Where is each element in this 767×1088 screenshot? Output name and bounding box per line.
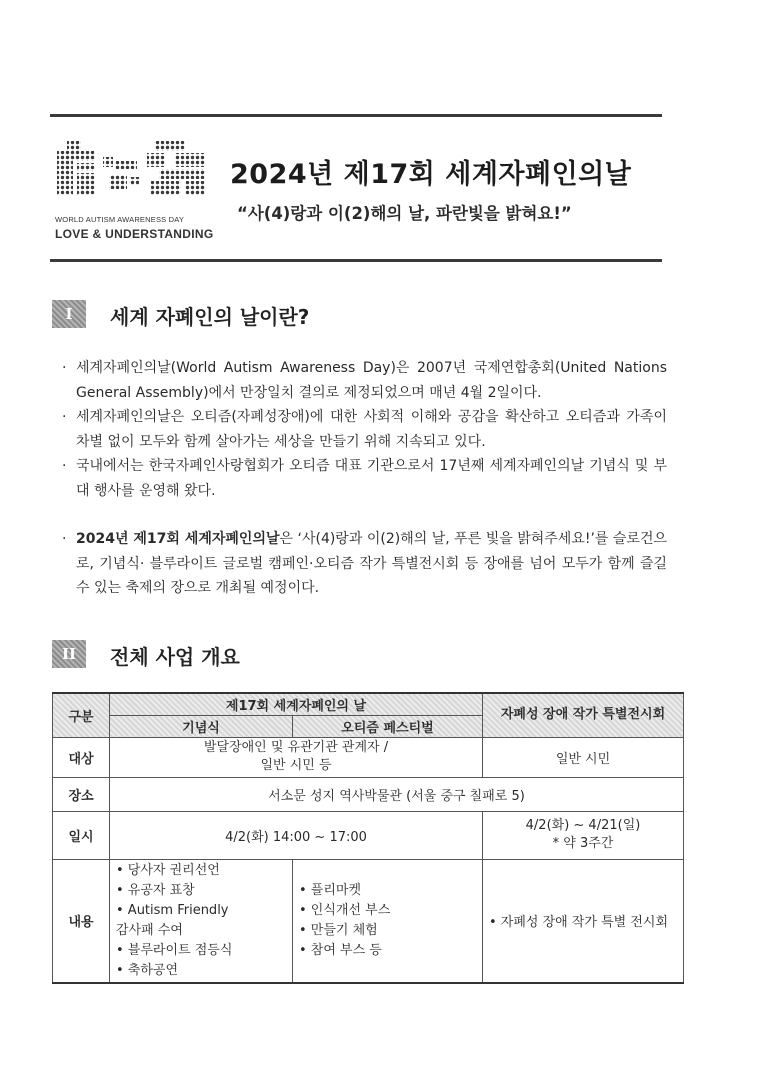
target-event: 발달장애인 및 유관기관 관계자 / 일반 시민 등	[110, 737, 483, 777]
festival-items-cell	[293, 859, 483, 983]
date-event: 4/2(화) 14:00 ~ 17:00	[110, 811, 483, 859]
logo-tagline-small: WORLD AUTISM AWARENESS DAY	[55, 215, 185, 224]
header-division: 구분	[53, 693, 110, 737]
list-item: • 블루라이트 점등식	[116, 942, 233, 958]
ceremony-items-cell	[110, 859, 293, 983]
list-item: • 축하공연	[116, 962, 179, 978]
dot-matrix-logo-icon	[55, 135, 215, 213]
exhibit-item: • 자폐성 장애 작가 특별 전시회	[483, 859, 684, 983]
logo-tagline-large: LOVE & UNDERSTANDING	[55, 227, 214, 241]
list-item: · 세계자폐인의날(World Autism Awareness Day)은 2007년 국제연합총회(United Nations General Assembly)에서 만장일치 결의로 제정되었으며 매년 4월 2일이다.	[62, 360, 667, 401]
row-label-target: 대상	[53, 737, 110, 777]
list-item: • 유공자 표창	[116, 882, 195, 898]
autism-day-logo	[55, 135, 215, 247]
table-row	[53, 859, 684, 983]
section-2-number: II	[52, 640, 86, 668]
list-item: • 플리마켓	[299, 882, 362, 898]
bottom-rule	[50, 259, 662, 262]
row-label-place: 장소	[53, 777, 110, 811]
list-item: • Autism Friendly	[116, 902, 229, 918]
section-1-body	[62, 356, 667, 601]
list-item: • 당사자 권리선언	[116, 862, 220, 878]
table-row	[53, 811, 684, 859]
row-label-content: 내용	[53, 859, 110, 983]
schedule-table	[52, 692, 684, 984]
date-exhibit-note: * 약 3주간	[552, 836, 614, 851]
highlight-rest: 은 ‘사(4)랑과 이(2)해의 날, 푸른 빛을 밝혀주세요!’를 슬로건으로, 기념식· 블루라이트 글로벌 캠페인·오티즘 작가 특별전시회 등 장애를 넘어 모두가 함께 즐길 수 있는 축제의 장으로 개최될 예정이다.	[76, 531, 667, 596]
place-value: 서소문 성지 역사박물관 (서울 중구 칠패로 5)	[110, 777, 684, 811]
list-item: · 국내에서는 한국자폐인사랑협회가 오티즘 대표 기관으로서 17년째 세계자폐인의날 기념식 및 부대 행사를 운영해 왔다.	[62, 458, 667, 499]
page-title: 2024년 제17회 세계자폐인의날	[230, 159, 632, 190]
list-item: • 만들기 체험	[299, 922, 378, 938]
highlight-paragraph: · 2024년 제17회 세계자폐인의날은 ‘사(4)랑과 이(2)해의 날, 푸른 빛을 밝혀주세요!’를 슬로건으로, 기념식· 블루라이트 글로벌 캠페인·오티즘 작가 특별전시회 등 장애를 넘어 모두가 함께 즐길 수 있는 축제의 장으로 개최될 예정이다.	[62, 531, 667, 596]
table-row	[53, 693, 684, 715]
highlight-bold: 2024년 제17회 세계자폐인의날	[76, 531, 280, 547]
row-label-date: 일시	[53, 811, 110, 859]
list-item: • 참여 부스 등	[299, 942, 382, 958]
header-exhibit: 자폐성 장애 작가 특별전시회	[483, 693, 684, 737]
date-exhibit: 4/2(화) ~ 4/21(일)	[525, 818, 641, 833]
list-item: 감사패 수여	[116, 922, 183, 938]
top-rule	[50, 114, 662, 117]
table-row	[53, 777, 684, 811]
target-exhibit: 일반 시민	[483, 737, 684, 777]
list-item: • 인식개선 부스	[299, 902, 391, 918]
section-2-title: 전체 사업 개요	[110, 645, 240, 669]
list-item: · 세계자폐인의날은 오티즘(자폐성장애)에 대한 사회적 이해와 공감을 확산하고 오티즘과 가족이 차별 없이 모두와 함께 살아가는 세상을 만들기 위해 지속되고 있다.	[62, 409, 667, 450]
header-event: 제17회 세계자폐인의 날	[110, 693, 483, 715]
section-1-number: I	[52, 300, 86, 328]
header-ceremony: 기념식	[110, 715, 293, 737]
date-exhibit-cell	[483, 811, 684, 859]
header-festival: 오티즘 페스티벌	[293, 715, 483, 737]
page-subtitle: “사(4)랑과 이(2)해의 날, 파란빛을 밝혀요!”	[237, 204, 572, 223]
table-row	[53, 737, 684, 777]
section-1-title: 세계 자폐인의 날이란?	[110, 305, 310, 329]
